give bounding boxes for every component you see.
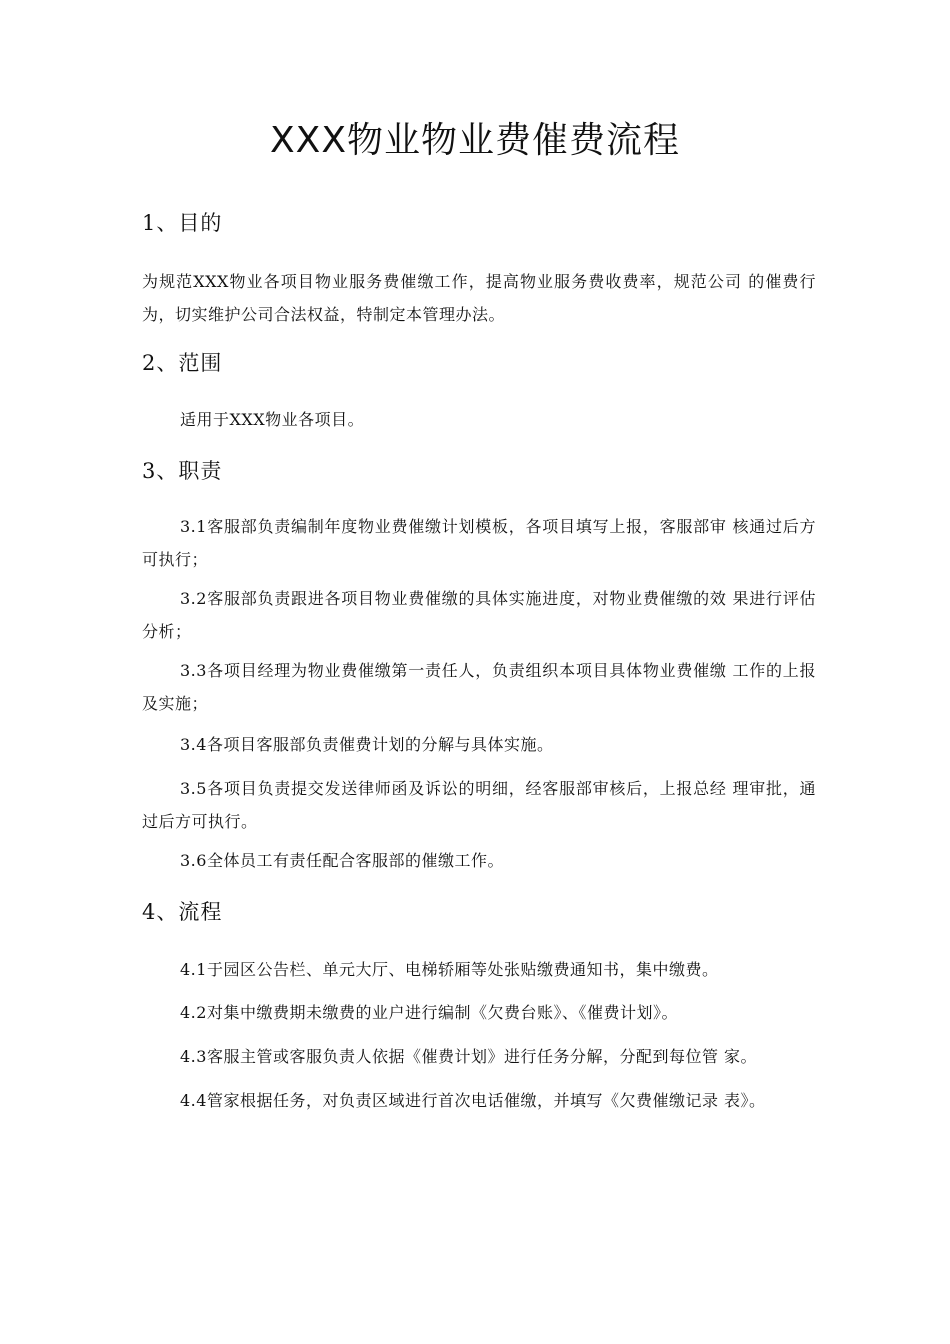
paragraph-responsibility-3-1: 3.1客服部负责编制年度物业费催缴计划模板，各项目填写上报，客服部审 核通过后方可执行； — [142, 517, 816, 569]
paragraph-process-4-2: 4.2对集中缴费期未缴费的业户进行编制《欠费台账》、《催费计划》。 — [180, 1003, 678, 1022]
paragraph-responsibility-3-3: 3.3各项目经理为物业费催缴第一责任人，负责组织本项目具体物业费催缴 工作的上报及实施； — [142, 661, 816, 713]
paragraph-process-4-1: 4.1于园区公告栏、单元大厅、电梯轿厢等处张贴缴费通知书，集中缴费。 — [180, 960, 719, 979]
paragraph-responsibility-3-5: 3.5各项目负责提交发送律师函及诉讼的明细，经客服部审核后，上报总经 理审批，通过后方可执行。 — [142, 779, 816, 831]
section-heading-scope: 2、范围 — [142, 351, 223, 375]
section-heading-process: 4、流程 — [142, 900, 223, 924]
paragraph-process-4-3: 4.3客服主管或客服负责人依据《催费计划》进行任务分解，分配到每位管 家。 — [180, 1047, 758, 1066]
paragraph-scope: 适用于XXX物业各项目。 — [180, 410, 365, 429]
section-heading-purpose: 1、目的 — [142, 211, 223, 235]
paragraph-responsibility-3-2: 3.2客服部负责跟进各项目物业费催缴的具体实施进度，对物业费催缴的效 果进行评估分析； — [142, 589, 816, 641]
paragraph-process-4-4: 4.4管家根据任务，对负责区域进行首次电话催缴，并填写《欠费催缴记录 表》。 — [180, 1091, 766, 1110]
section-heading-responsibilities: 3、职责 — [142, 459, 223, 483]
paragraph-responsibility-3-6: 3.6全体员工有责任配合客服部的催缴工作。 — [180, 851, 504, 870]
paragraph-purpose: 为规范XXX物业各项目物业服务费催缴工作，提高物业服务费收费率，规范公司 的催费行为，切实维护公司合法权益，特制定本管理办法。 — [142, 272, 816, 324]
document-title: XXX物业物业费催费流程 — [270, 120, 680, 161]
paragraph-responsibility-3-4: 3.4各项目客服部负责催费计划的分解与具体实施。 — [180, 735, 554, 754]
